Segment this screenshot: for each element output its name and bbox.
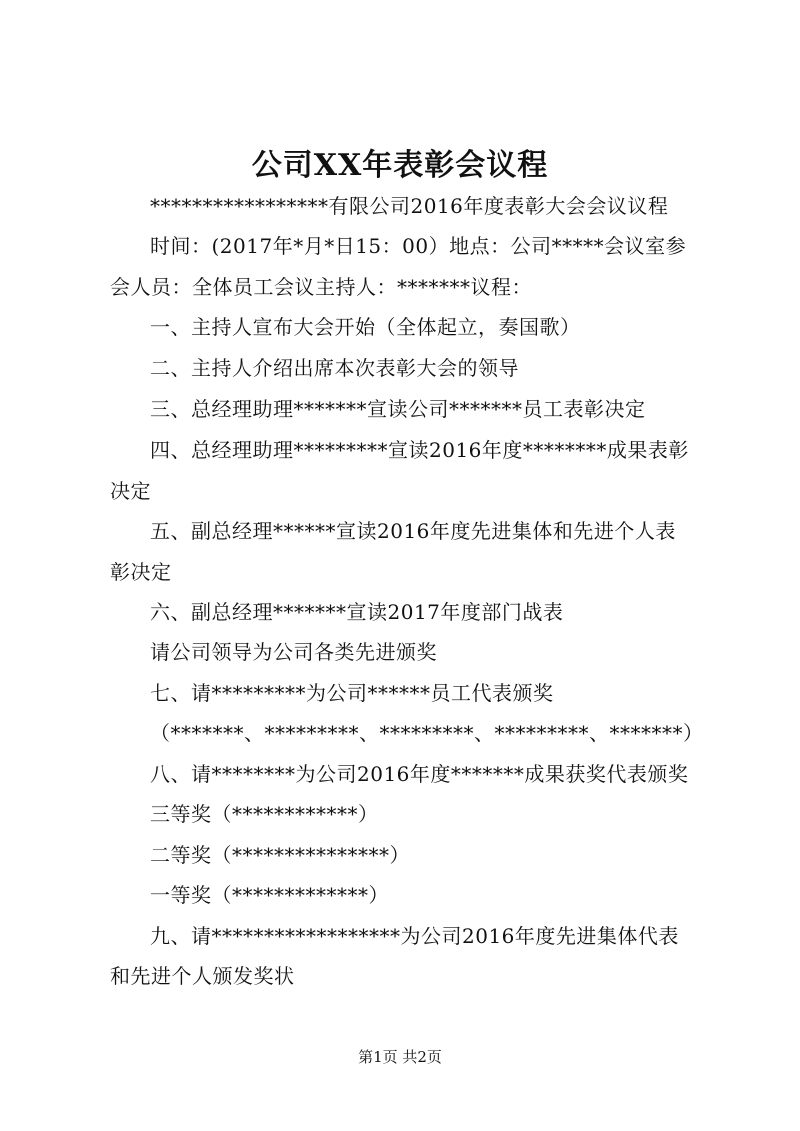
second-prize-line: 二等奖（***************） <box>150 843 410 867</box>
agenda-item-4: 四、总经理助理*********宣读2016年度********成果表彰 <box>150 438 689 462</box>
agenda-item-1: 一、主持人宣布大会开始（全体起立，奏国歌） <box>150 315 581 339</box>
agenda-item-6: 六、副总经理*******宣读2017年度部门战表 <box>150 600 564 624</box>
agenda-item-9-continued: 和先进个人颁发奖状 <box>110 964 295 988</box>
award-note: 请公司领导为公司各类先进颁奖 <box>150 640 437 664</box>
agenda-item-3: 三、总经理助理*******宣读公司*******员工表彰决定 <box>150 397 646 421</box>
paragraph-line-1: *****************有限公司2016年度表彰大会会议议程 <box>150 194 669 218</box>
agenda-item-8: 八、请********为公司2016年度*******成果获奖代表颁奖 <box>150 762 689 786</box>
paragraph-line-3: 会人员：全体员工会议主持人：*******议程： <box>110 275 532 299</box>
agenda-item-4-continued: 决定 <box>110 479 151 503</box>
agenda-item-7-names: （*******、*********、*********、*********、*******） <box>150 721 704 745</box>
paragraph-line-2: 时间：(2017年*月*日15：00）地点：公司*****会议室参 <box>150 234 687 258</box>
agenda-item-9: 九、请******************为公司2016年度先进集体代表 <box>150 924 679 948</box>
agenda-item-7: 七、请*********为公司******员工代表颁奖 <box>150 681 554 705</box>
agenda-item-2: 二、主持人介绍出席本次表彰大会的领导 <box>150 356 519 380</box>
document-title: 公司XX年表彰会议程 <box>251 148 549 183</box>
first-prize-line: 一等奖（*************） <box>150 883 389 907</box>
agenda-item-5: 五、副总经理******宣读2016年度先进集体和先进个人表 <box>150 519 676 543</box>
agenda-item-5-continued: 彰决定 <box>110 560 172 584</box>
third-prize-line: 三等奖（************） <box>150 802 379 826</box>
page-footer: 第1页 共2页 <box>358 1048 442 1066</box>
